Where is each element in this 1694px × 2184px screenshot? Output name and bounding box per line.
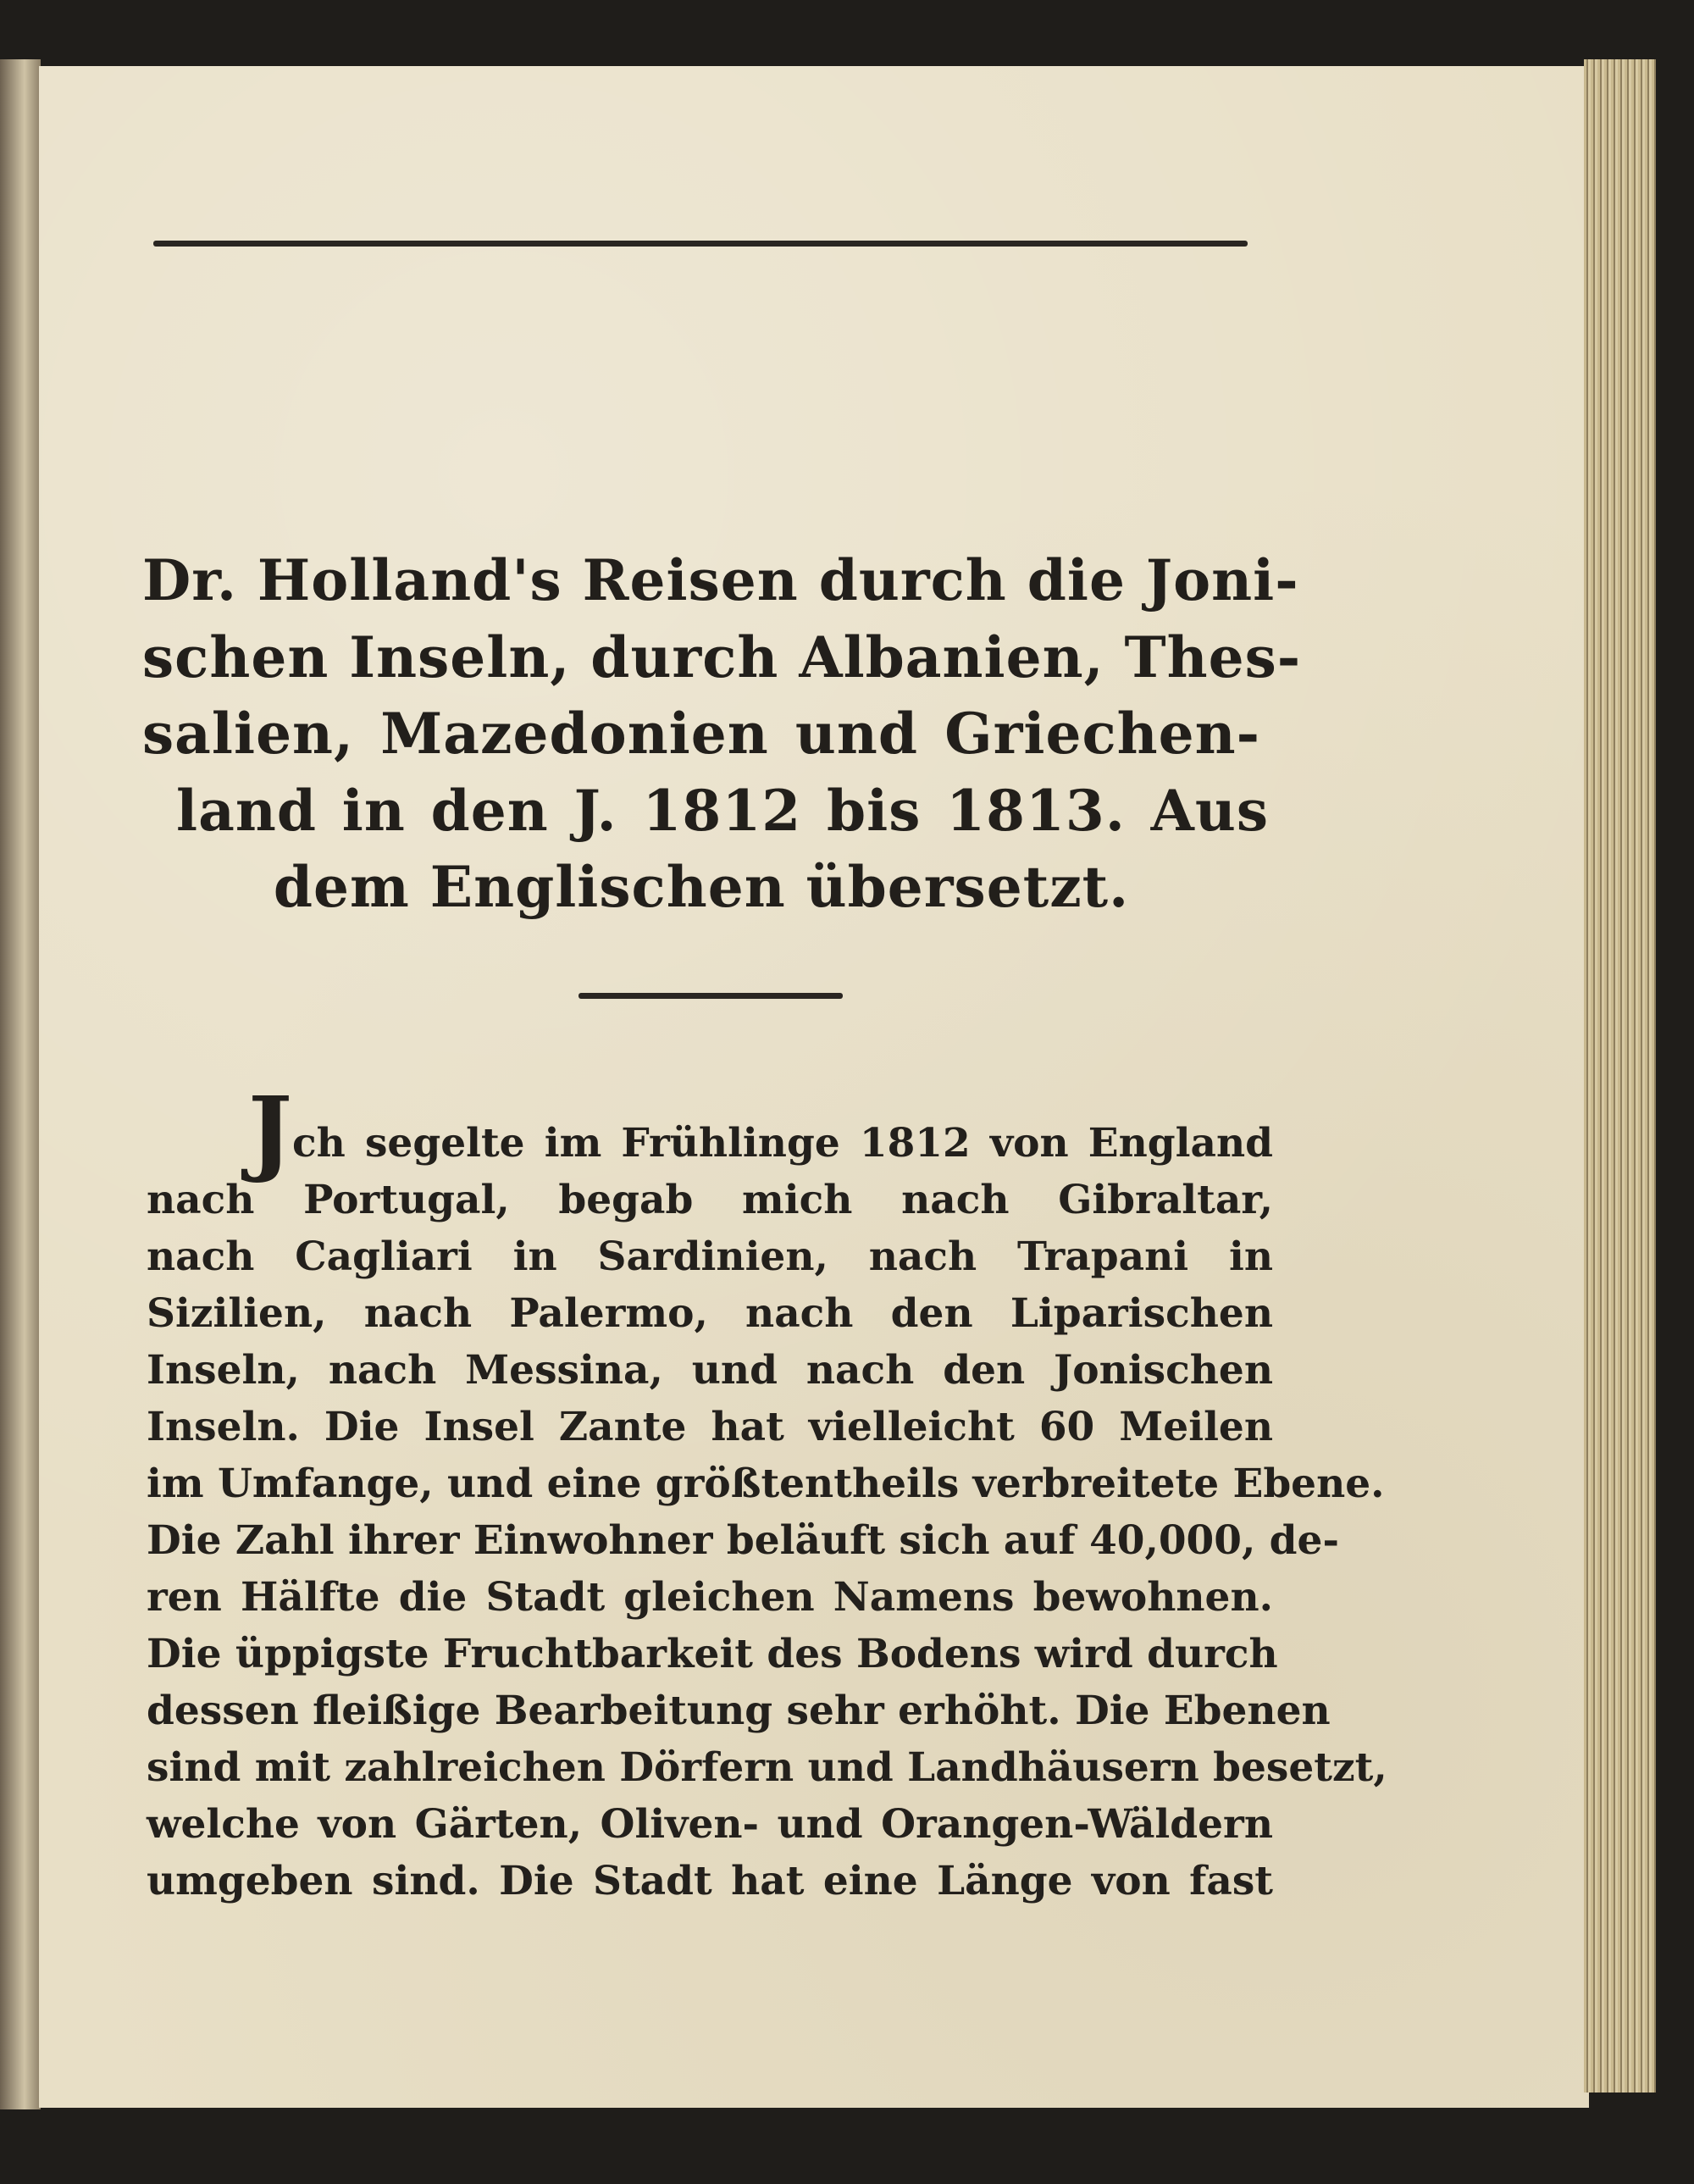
body-line: Die Zahl ihrer Einwohner beläuft sich auf 40,000, de-: [147, 1517, 1339, 1564]
title-line: dem Englischen übersetzt.: [273, 854, 1130, 920]
body-line: welche von Gärten, Oliven- und Orangen-Wäldern: [147, 1801, 1273, 1848]
body-line: Sizilien, nach Palermo, nach den Liparischen: [147, 1290, 1273, 1337]
title-line: salien, Mazedonien und Griechen-: [142, 701, 1260, 767]
body-line: nach Portugal, begab mich nach Gibraltar,: [147, 1177, 1273, 1223]
body-line: sind mit zahlreichen Dörfern und Landhäusern besetzt,: [147, 1744, 1387, 1791]
body-line: [147, 1076, 1273, 1185]
body-line: nach Cagliari in Sardinien, nach Trapani in: [147, 1233, 1273, 1280]
page-stack-edges: [1584, 59, 1656, 2093]
previous-page-edge: [0, 59, 41, 2109]
header-rule: [153, 241, 1248, 247]
title-line: land in den J. 1812 bis 1813. Aus: [176, 777, 1269, 844]
body-line: ren Hälfte die Stadt gleichen Namens bewohnen.: [147, 1574, 1273, 1621]
body-line: im Umfange, und eine größtentheils verbreitete Ebene.: [147, 1461, 1385, 1507]
title-line: schen Inseln, durch Albanien, Thes-: [142, 624, 1302, 690]
body-line: Inseln. Die Insel Zante hat vielleicht 60 Meilen: [147, 1404, 1273, 1450]
body-line: dessen fleißige Bearbeitung sehr erhöht. Die Ebenen: [147, 1688, 1331, 1734]
body-line: Inseln, nach Messina, und nach den Jonischen: [147, 1347, 1273, 1394]
body-line: umgeben sind. Die Stadt hat eine Länge von fast: [147, 1858, 1273, 1904]
chapter-title: [142, 542, 1302, 926]
body-text: [147, 1076, 1387, 1910]
first-line-text: ch segelte im Frühlinge 1812 von England: [292, 1120, 1273, 1167]
section-divider: [579, 993, 843, 999]
drop-cap: J: [248, 1076, 293, 1185]
title-line: Dr. Holland's Reisen durch die Joni-: [142, 547, 1299, 613]
body-line: Die üppigste Fruchtbarkeit des Bodens wird durch: [147, 1631, 1278, 1677]
